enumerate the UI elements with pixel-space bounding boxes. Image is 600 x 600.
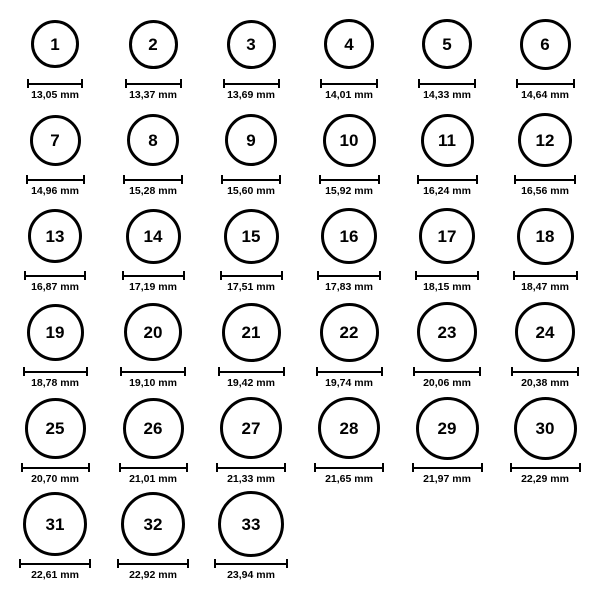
caliper-icon (415, 271, 479, 280)
ring-size-number: 21 (241, 322, 261, 342)
ring-diameter-label: 14,01 mm (325, 89, 373, 101)
caliper-icon (320, 79, 378, 88)
ring-size-number: 14 (143, 226, 163, 246)
caliper-icon (23, 367, 88, 376)
ring-size-number: 3 (246, 34, 256, 54)
ring-size-number: 20 (143, 322, 163, 342)
ring-size-number: 13 (45, 226, 65, 246)
ring-circle (121, 492, 185, 556)
ring-size-number: 22 (339, 322, 359, 342)
ring-diameter-label: 20,06 mm (423, 377, 471, 389)
ring-size-cell (300, 394, 398, 490)
caliper-icon (119, 463, 188, 472)
ring-circle-wrapper (421, 106, 474, 174)
ring-size-cell (300, 10, 398, 106)
ring-size-number: 26 (143, 418, 163, 438)
ring-diameter-label: 17,83 mm (325, 281, 373, 293)
ring-size-cell (496, 298, 594, 394)
ring-size-cell (104, 10, 202, 106)
ring-diameter-label: 15,28 mm (129, 185, 177, 197)
caliper-icon (317, 271, 381, 280)
ring-size-number: 28 (339, 418, 359, 438)
ring-size-cell (202, 394, 300, 490)
ring-circle-wrapper (320, 298, 379, 366)
ring-circle-wrapper (222, 298, 281, 366)
ring-circle-wrapper (323, 106, 376, 174)
ring-diameter-label: 20,38 mm (521, 377, 569, 389)
ring-size-cell (104, 298, 202, 394)
caliper-icon (516, 79, 575, 88)
ring-circle-wrapper (416, 394, 479, 462)
ring-circle-wrapper (419, 202, 475, 270)
ring-measurement (123, 175, 183, 198)
ring-size-number: 2 (148, 34, 158, 54)
ring-circle (416, 397, 479, 460)
ring-measurement (415, 271, 479, 294)
caliper-icon (216, 463, 286, 472)
ring-diameter-label: 13,05 mm (31, 89, 79, 101)
ring-circle (123, 398, 184, 459)
ring-measurement (514, 175, 576, 198)
ring-size-cell (6, 394, 104, 490)
ring-diameter-label: 15,60 mm (227, 185, 275, 197)
ring-circle (320, 303, 379, 362)
ring-size-cell (300, 202, 398, 298)
ring-circle (417, 302, 477, 362)
ring-size-number: 12 (535, 130, 555, 150)
caliper-icon (122, 271, 185, 280)
ring-measurement (214, 559, 288, 582)
ring-size-number: 19 (45, 322, 65, 342)
ring-size-cell (104, 202, 202, 298)
ring-measurement (513, 271, 578, 294)
ring-size-cell (496, 202, 594, 298)
ring-circle-wrapper (518, 106, 572, 174)
ring-circle-wrapper (129, 10, 178, 78)
ring-circle (30, 115, 81, 166)
ring-circle (218, 491, 284, 557)
caliper-icon (413, 367, 481, 376)
ring-measurement (216, 463, 286, 486)
ring-circle (318, 397, 380, 459)
ring-size-cell (300, 298, 398, 394)
ring-size-number: 7 (50, 130, 60, 150)
ring-circle (515, 302, 575, 362)
ring-circle (27, 304, 84, 361)
ring-size-row (6, 394, 594, 490)
ring-size-number: 11 (438, 130, 456, 150)
ring-circle (422, 19, 472, 69)
caliper-icon (214, 559, 288, 568)
ring-diameter-label: 17,19 mm (129, 281, 177, 293)
ring-circle (227, 20, 276, 69)
ring-size-number: 16 (339, 226, 359, 246)
ring-circle-wrapper (321, 202, 377, 270)
ring-measurement (19, 559, 91, 582)
ring-diameter-label: 22,29 mm (521, 473, 569, 485)
ring-diameter-label: 18,47 mm (521, 281, 569, 293)
ring-diameter-label: 13,69 mm (227, 89, 275, 101)
ring-size-cell (398, 298, 496, 394)
ring-circle (520, 19, 571, 70)
ring-circle-wrapper (28, 202, 82, 270)
ring-size-number: 24 (535, 322, 555, 342)
ring-size-cell (496, 394, 594, 490)
ring-size-row (6, 106, 594, 202)
ring-circle (225, 114, 277, 166)
ring-size-number: 32 (143, 514, 163, 534)
ring-circle (129, 20, 178, 69)
ring-measurement (413, 367, 481, 390)
ring-size-cell (6, 10, 104, 106)
ring-size-cell (6, 106, 104, 202)
ring-circle (126, 209, 181, 264)
ring-size-cell (202, 298, 300, 394)
ring-measurement (23, 367, 88, 390)
ring-size-cell (300, 106, 398, 202)
ring-size-number: 30 (535, 418, 555, 438)
ring-size-number: 4 (344, 34, 354, 54)
caliper-icon (120, 367, 186, 376)
ring-size-number: 25 (45, 418, 65, 438)
ring-size-number: 6 (540, 34, 550, 54)
caliper-icon (19, 559, 91, 568)
ring-measurement (319, 175, 380, 198)
ring-size-row (6, 10, 594, 106)
ring-size-number: 1 (50, 34, 60, 54)
ring-diameter-label: 19,74 mm (325, 377, 373, 389)
ring-circle (323, 114, 376, 167)
ring-size-number: 10 (339, 130, 359, 150)
ring-diameter-label: 14,64 mm (521, 89, 569, 101)
ring-circle (28, 209, 82, 263)
caliper-icon (220, 271, 283, 280)
ring-circle-wrapper (227, 10, 276, 78)
ring-measurement (316, 367, 383, 390)
ring-measurement (511, 367, 579, 390)
ring-size-cell (496, 10, 594, 106)
ring-size-cell (6, 202, 104, 298)
ring-diameter-label: 18,78 mm (31, 377, 79, 389)
ring-size-number: 33 (241, 514, 261, 534)
caliper-icon (21, 463, 90, 472)
ring-circle (324, 19, 374, 69)
ring-measurement (21, 463, 90, 486)
ring-circle-wrapper (218, 490, 284, 558)
caliper-icon (513, 271, 578, 280)
ring-size-cell (202, 202, 300, 298)
ring-measurement (317, 271, 381, 294)
ring-circle-wrapper (417, 298, 477, 366)
ring-circle (421, 114, 474, 167)
ring-circle-wrapper (324, 10, 374, 78)
ring-diameter-label: 23,94 mm (227, 569, 275, 581)
ring-circle-wrapper (520, 10, 571, 78)
caliper-icon (514, 175, 576, 184)
ring-measurement (221, 175, 281, 198)
ring-diameter-label: 19,10 mm (129, 377, 177, 389)
caliper-icon (221, 175, 281, 184)
ring-diameter-label: 21,97 mm (423, 473, 471, 485)
ring-size-cell (6, 490, 104, 586)
ring-measurement (27, 79, 83, 102)
ring-diameter-label: 14,33 mm (423, 89, 471, 101)
ring-measurement (122, 271, 185, 294)
caliper-icon (418, 79, 476, 88)
ring-diameter-label: 18,15 mm (423, 281, 471, 293)
caliper-icon (223, 79, 280, 88)
ring-size-cell (398, 106, 496, 202)
ring-size-cell (104, 106, 202, 202)
ring-diameter-label: 22,92 mm (129, 569, 177, 581)
ring-circle-wrapper (127, 106, 179, 174)
ring-diameter-label: 21,01 mm (129, 473, 177, 485)
ring-circle-wrapper (514, 394, 577, 462)
ring-circle (321, 208, 377, 264)
ring-size-number: 27 (241, 418, 261, 438)
ring-diameter-label: 16,87 mm (31, 281, 79, 293)
ring-size-row (6, 298, 594, 394)
ring-circle (517, 208, 574, 265)
ring-size-cell (104, 490, 202, 586)
ring-circle-wrapper (422, 10, 472, 78)
ring-circle (419, 208, 475, 264)
caliper-icon (117, 559, 189, 568)
ring-circle (23, 492, 87, 556)
ring-circle (25, 398, 86, 459)
ring-size-row (6, 202, 594, 298)
ring-circle-wrapper (318, 394, 380, 462)
ring-measurement (120, 367, 186, 390)
ring-measurement (223, 79, 280, 102)
ring-circle (127, 114, 179, 166)
ring-diameter-label: 13,37 mm (129, 89, 177, 101)
ring-measurement (412, 463, 483, 486)
ring-circle-wrapper (123, 394, 184, 462)
ring-size-number: 29 (437, 418, 457, 438)
ring-diameter-label: 16,56 mm (521, 185, 569, 197)
caliper-icon (218, 367, 285, 376)
caliper-icon (123, 175, 183, 184)
caliper-icon (125, 79, 182, 88)
ring-size-number: 31 (45, 514, 65, 534)
ring-size-number: 23 (437, 322, 457, 342)
ring-diameter-label: 19,42 mm (227, 377, 275, 389)
ring-size-number: 17 (437, 226, 457, 246)
ring-size-cell (6, 298, 104, 394)
ring-size-number: 8 (148, 130, 158, 150)
ring-measurement (24, 271, 86, 294)
ring-size-cell (398, 394, 496, 490)
ring-circle (124, 303, 182, 361)
caliper-icon (24, 271, 86, 280)
caliper-icon (412, 463, 483, 472)
ring-size-cell (398, 10, 496, 106)
ring-circle (220, 397, 282, 459)
ring-size-number: 5 (442, 34, 452, 54)
caliper-icon (316, 367, 383, 376)
ring-circle-wrapper (126, 202, 181, 270)
ring-circle-wrapper (515, 298, 575, 366)
ring-diameter-label: 21,33 mm (227, 473, 275, 485)
ring-measurement (418, 79, 476, 102)
ring-circle-wrapper (31, 10, 79, 78)
ring-measurement (220, 271, 283, 294)
ring-size-cell (202, 106, 300, 202)
ring-circle (514, 397, 577, 460)
ring-size-row (6, 490, 594, 586)
ring-size-cell (398, 202, 496, 298)
ring-size-cell (202, 490, 300, 586)
ring-size-number: 9 (246, 130, 256, 150)
ring-measurement (510, 463, 581, 486)
ring-circle-wrapper (121, 490, 185, 558)
caliper-icon (26, 175, 85, 184)
ring-size-cell (202, 10, 300, 106)
ring-circle-wrapper (23, 490, 87, 558)
ring-measurement (314, 463, 384, 486)
ring-circle (224, 209, 279, 264)
ring-measurement (119, 463, 188, 486)
ring-size-cell (104, 394, 202, 490)
ring-measurement (320, 79, 378, 102)
caliper-icon (27, 79, 83, 88)
ring-measurement (516, 79, 575, 102)
ring-measurement (417, 175, 478, 198)
caliper-icon (319, 175, 380, 184)
ring-diameter-label: 21,65 mm (325, 473, 373, 485)
ring-circle (31, 20, 79, 68)
ring-circle-wrapper (220, 394, 282, 462)
ring-circle-wrapper (30, 106, 81, 174)
ring-circle (518, 113, 572, 167)
caliper-icon (511, 367, 579, 376)
caliper-icon (417, 175, 478, 184)
ring-circle-wrapper (517, 202, 574, 270)
ring-circle (222, 303, 281, 362)
ring-diameter-label: 16,24 mm (423, 185, 471, 197)
ring-circle-wrapper (27, 298, 84, 366)
ring-size-number: 15 (241, 226, 261, 246)
ring-diameter-label: 15,92 mm (325, 185, 373, 197)
ring-size-number: 18 (535, 226, 555, 246)
ring-diameter-label: 22,61 mm (31, 569, 79, 581)
ring-circle-wrapper (25, 394, 86, 462)
ring-circle-wrapper (124, 298, 182, 366)
ring-diameter-label: 14,96 mm (31, 185, 79, 197)
ring-measurement (218, 367, 285, 390)
ring-measurement (125, 79, 182, 102)
ring-size-cell (496, 106, 594, 202)
ring-measurement (117, 559, 189, 582)
ring-circle-wrapper (224, 202, 279, 270)
ring-diameter-label: 20,70 mm (31, 473, 79, 485)
ring-circle-wrapper (225, 106, 277, 174)
caliper-icon (314, 463, 384, 472)
ring-diameter-label: 17,51 mm (227, 281, 275, 293)
ring-measurement (26, 175, 85, 198)
caliper-icon (510, 463, 581, 472)
